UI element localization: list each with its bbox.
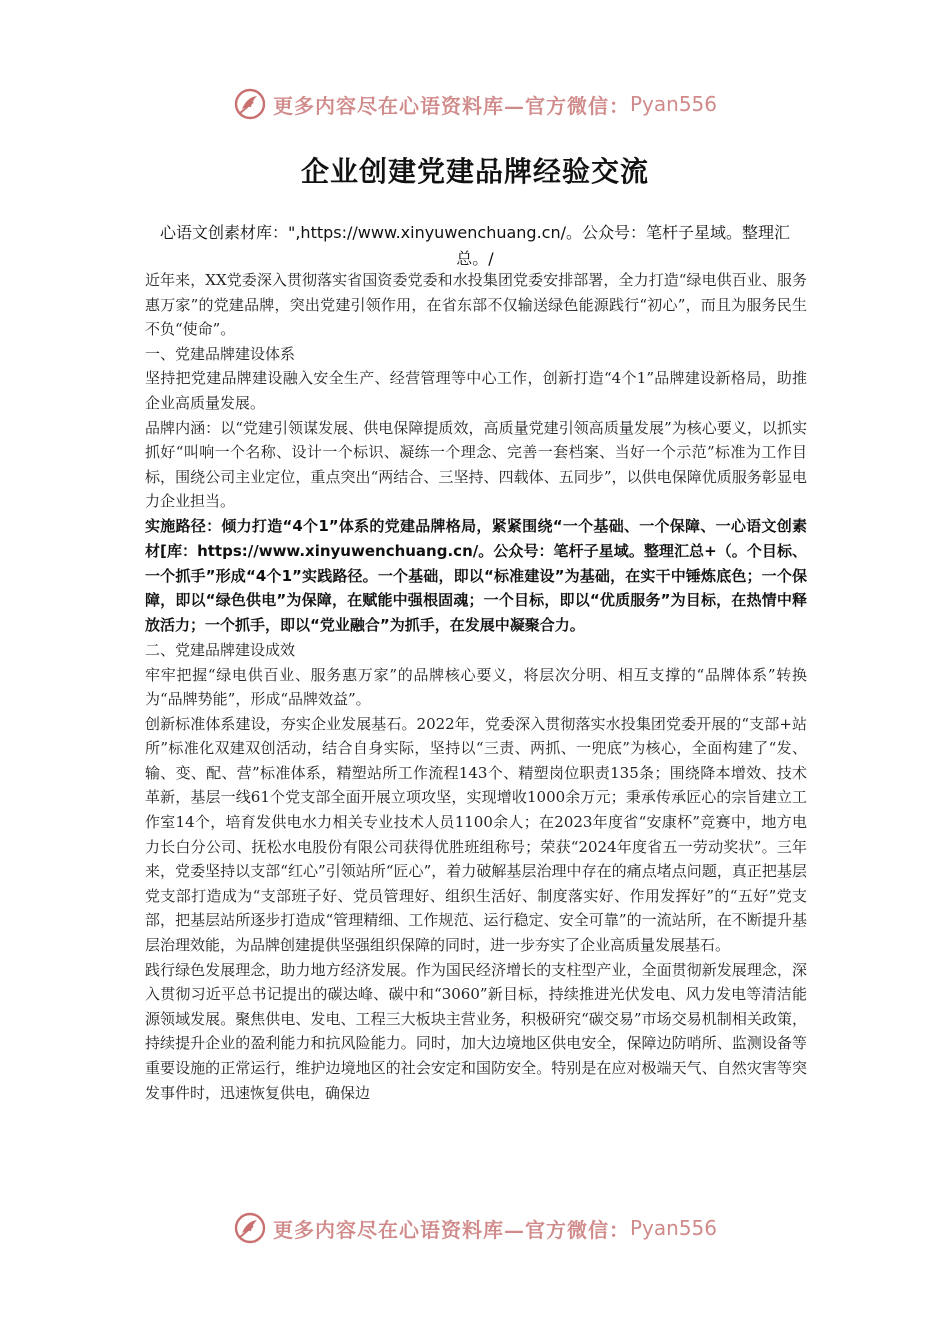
source-line: 心语文创素材库：",https://www.xinyuwenchuang.cn/。公众号：笔杆子星域。整理汇总。/ [159, 223, 790, 268]
watermark-id: Pyan556 [629, 1216, 717, 1240]
watermark-header [0, 84, 950, 124]
paragraph-bold: 实施路径：倾力打造“4个1”体系的党建品牌格局，紧紧围绕“一个基础、一个保障、一心语文创素材[库：https://www.xinyuwenchuang.cn/。公众号：笔杆子星域。整理汇总+（。个目标、一个抓手”形成“4个1”实践路径。一个基础，即以“标准建设”为基础，在实干中锤炼底色；一个保障，即以“绿色供电”为保障，在赋能中强根固魂；一个目标，即以“优质服务”为目标，在热情中释放活力；一个抓手，即以“党业融合”为抓手，在发展中凝聚合力。 [145, 516, 807, 635]
watermark-text: 更多内容尽在心语资料库—官方微信： [272, 93, 630, 118]
watermark-id: Pyan556 [629, 92, 717, 116]
paragraph: 品牌内涵：以“党建引领谋发展、供电保障提质效，高质量党建引领高质量发展”为核心要义，以抓实抓好“叫响一个名称、设计一个标识、凝练一个理念、完善一套档案、当好一个示范”标准为工作目标，围绕公司主业定位，重点突出“两结合、三坚持、四载体、五同步”，以供电保障优质服务彰显电力企业担当。 [145, 418, 807, 511]
watermark-footer [0, 1208, 950, 1248]
page-title: 企业创建党建品牌经验交流 [300, 155, 649, 188]
section-heading-1: 一、党建品牌建设体系 [145, 344, 296, 363]
logo-icon [233, 1211, 267, 1245]
paragraph: 坚持把党建品牌建设融入安全生产、经营管理等中心工作，创新打造“4个1”品牌建设新格局，助推企业高质量发展。 [145, 369, 807, 412]
paragraph: 创新标准体系建设，夯实企业发展基石。2022年，党委深入贯彻落实水投集团党委开展的“支部+站所”标准化双建双创活动，结合自身实际，坚持以“三责、两抓、一兜底”为核心，全面构建了“发、输、变、配、营”标准体系，精塑站所工作流程143个、精塑岗位职责135条；围绕降本增效、技术革新，基层一线61个党支部全面开展立项攻坚，实现增收1000余万元；秉承传承匠心的宗旨建立工作室14个，培育发供电水力相关专业技术人员1100余人；在2023年度省“安康杯”竞赛中，地方电力长白分公司、抚松水电股份有限公司获得优胜班组称号；荣获“2024年度省五一劳动奖状”。三年来，党委坚持以支部“红心”引领站所“匠心”，着力破解基层治理中存在的痛点堵点问题，真正把基层党支部打造成为“支部班子好、党员管理好、组织生活好、制度落实好、作用发挥好”的“五好”党支部，把基层站所逐步打造成“管理精细、工作规范、运行稳定、安全可靠”的一流站所，在不断提升基层治理效能，为品牌创建提供坚强组织保障的同时，进一步夯实了企业高质量发展基石。 [145, 714, 807, 955]
logo-icon [233, 87, 267, 121]
paragraph: 牢牢把握“绿电供百业、服务惠万家”的品牌核心要义，将层次分明、相互支撑的“品牌体系”转换为“品牌势能”，形成“品牌效益”。 [145, 665, 807, 709]
paragraph-intro: 近年来，XX党委深入贯彻落实省国资委党委和水投集团党委安排部署，全力打造“绿电供百业、服务惠万家”的党建品牌，突出党建引领作用，在省东部不仅输送绿色能源践行“初心”，而且为服务民生不负“使命”。 [145, 271, 807, 339]
paragraph: 践行绿色发展理念，助力地方经济发展。作为国民经济增长的支柱型产业，全面贯彻新发展理念，深入贯彻习近平总书记提出的碳达峰、碳中和“3060”新目标，持续推进光伏发电、风力发电等清洁能源领域发展。聚焦供电、发电、工程三大板块主营业务，积极研究“碳交易”市场交易机制相关政策，持续提升企业的盈利能力和抗风险能力。同时，加大边境地区供电安全，保障边防哨所、监测设备等重要设施的正常运行，维护边境地区的社会安定和国防安全。特别是在应对极端天气、自然灾害等突发事件时，迅速恢复供电，确保边 [145, 960, 807, 1102]
section-heading-2: 二、党建品牌建设成效 [145, 640, 296, 659]
watermark-text: 更多内容尽在心语资料库—官方微信： [272, 1217, 630, 1242]
document-body [145, 268, 807, 1105]
